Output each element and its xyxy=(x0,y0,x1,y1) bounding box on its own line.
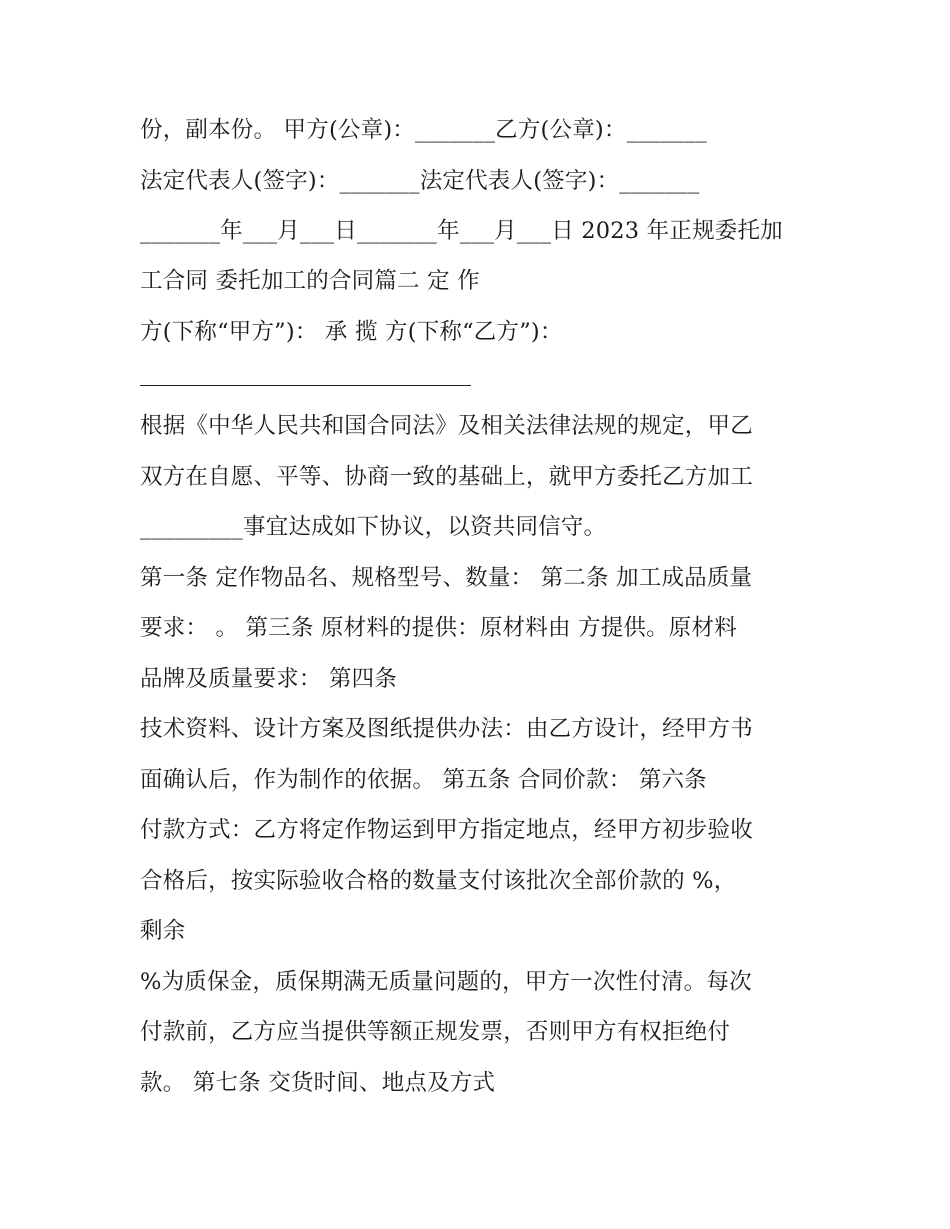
text-line: 合格后，按实际验收合格的数量支付该批次全部价款的 %， xyxy=(140,868,737,894)
text-line: 份，副本份。 甲方(公章)：_______乙方(公章)：_______ xyxy=(140,117,707,143)
text-line: 面确认后，作为制作的依据。 第五条 合同价款： 第六条 xyxy=(140,767,707,793)
text-line: 剩余 xyxy=(140,918,186,944)
text-line: 根据《中华人民共和国合同法》及相关法律法规的规定，甲乙 xyxy=(140,413,753,439)
text-line: 要求： 。 第三条 原材料的提供：原材料由 方提供。原材料 xyxy=(140,615,737,641)
text-line: 品牌及质量要求： 第四条 xyxy=(140,666,398,692)
text-line: _______年___月___日_______年___月___日 2023 年正规委托加 xyxy=(140,218,783,244)
text-line: 方(下称“甲方”)： 承 揽 方(下称“乙方”)： xyxy=(140,319,563,345)
text-line: _________事宜达成如下协议，以资共同信守。 xyxy=(140,514,607,540)
text-line: %为质保金，质保期满无质量问题的，甲方一次性付清。每次 xyxy=(140,969,752,995)
signature-underline xyxy=(140,385,471,386)
text-line: 技术资料、设计方案及图纸提供办法：由乙方设计，经甲方书 xyxy=(140,716,753,742)
text-line: 付款前，乙方应当提供等额正规发票，否则甲方有权拒绝付 xyxy=(140,1019,731,1045)
text-line: 款。 第七条 交货时间、地点及方式 xyxy=(140,1070,496,1096)
text-line: 付款方式：乙方将定作物运到甲方指定地点，经甲方初步验收 xyxy=(140,817,753,843)
text-line: 法定代表人(签字)：_______法定代表人(签字)：_______ xyxy=(140,168,700,194)
text-line: 工合同 委托加工的合同篇二 定 作 xyxy=(140,268,480,294)
text-line: 第一条 定作物品名、规格型号、数量： 第二条 加工成品质量 xyxy=(140,565,753,591)
text-line: 双方在自愿、平等、协商一致的基础上，就甲方委托乙方加工 xyxy=(140,464,753,490)
